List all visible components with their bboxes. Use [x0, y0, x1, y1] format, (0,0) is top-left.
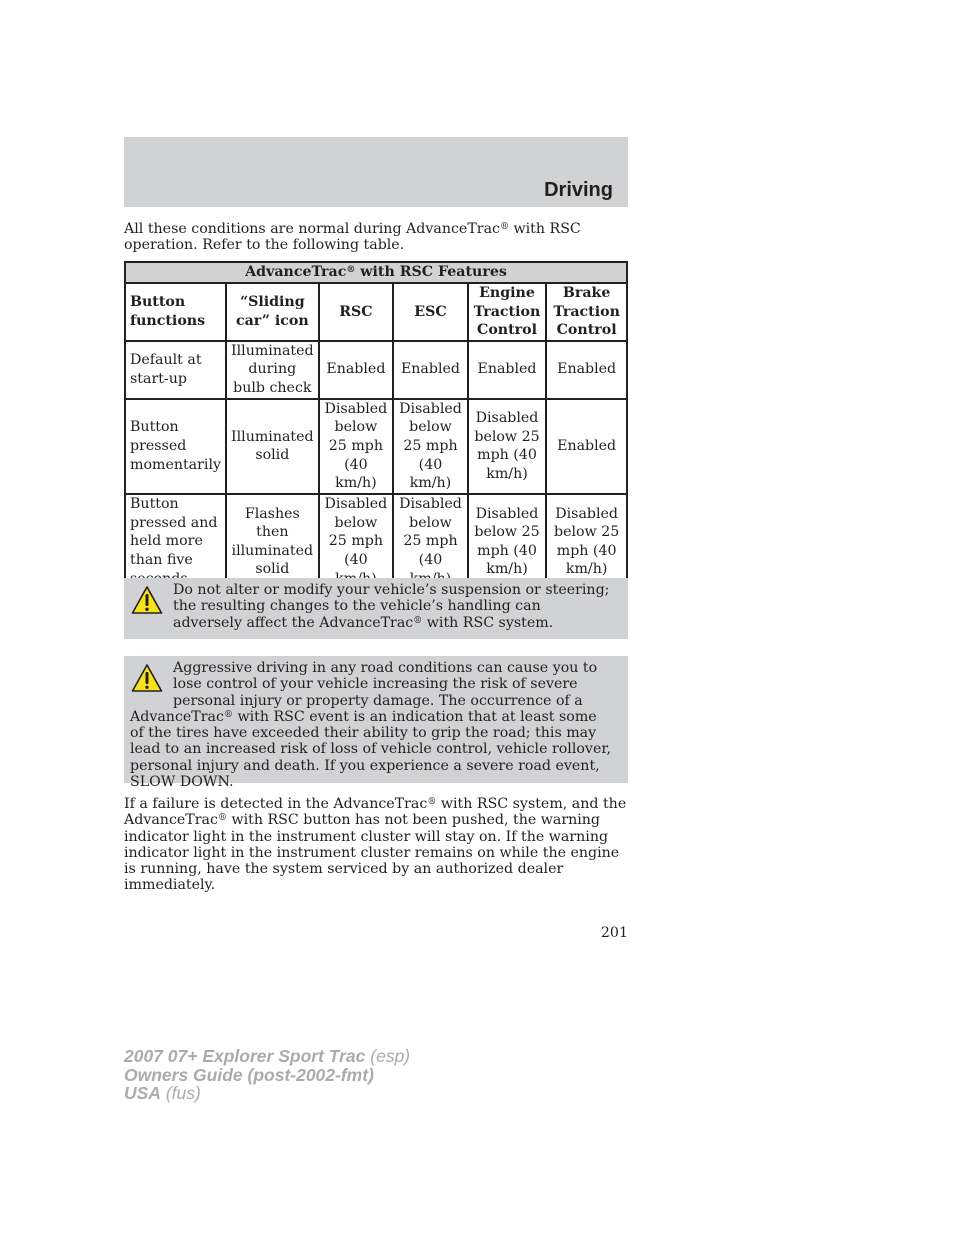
table-cell: Disabled below 25 mph (40 km/h)	[468, 494, 546, 590]
table-cell: Disabled below 25 mph (40	[393, 494, 468, 590]
warning-triangle-icon	[131, 663, 163, 693]
failure-paragraph: If a failure is detected in the AdvanceTrac® with RSC system, and the AdvanceTrac® with RSC button has not been pushed, the warning indicator light in the instrument cluster will stay on. If the warning indicator light in the instrument cluster remains on while the engine is running, have the system serviced by an authorized dealer immediately.	[124, 796, 627, 894]
column-header: Engine Traction Control	[468, 283, 546, 341]
table-title: AdvanceTrac® with RSC Features	[125, 262, 627, 283]
column-header: “Sliding car” icon	[226, 283, 319, 341]
table-cell: Illuminated solid	[226, 399, 319, 494]
table-cell: Enabled	[319, 341, 394, 399]
table-cell: Flashes then illuminated solid	[226, 494, 319, 590]
table-cell: Disabled below 25 mph (40	[319, 494, 394, 590]
table-cell: Enabled	[468, 341, 546, 399]
table-cell: Enabled	[393, 341, 468, 399]
warning-triangle-icon	[131, 585, 163, 615]
table-cell: Default at start-up	[125, 341, 226, 399]
footer-line: USA (fus)	[124, 1083, 201, 1103]
page-number: 201	[600, 925, 628, 941]
footer-line: Owners Guide (post-2002-fmt)	[124, 1064, 374, 1085]
table-row	[125, 399, 627, 494]
table-row	[125, 494, 627, 590]
document-footer	[124, 1047, 410, 1103]
table-cell: Enabled	[546, 399, 627, 494]
table-header-row	[125, 283, 627, 341]
table-cell: Illuminated during bulb check	[226, 341, 319, 399]
warning-box	[124, 656, 628, 791]
warning-text: Aggressive driving in any road conditions can cause you to lose control of your vehicle increasing the risk of severe personal injury or property damage. The occurrence of a AdvanceTrac® with RSC event is an indication that at least some of the tires have exceeded their ability to grip the road; this may lead to an increased risk of loss of vehicle control, vehicle rollover, personal injury and death. If you experience a severe road event, SLOW DOWN.	[130, 660, 612, 791]
intro-paragraph: All these conditions are normal during AdvanceTrac® with RSC operation. Refer to the following table.	[124, 221, 581, 254]
footer-line: 2007 07+ Explorer Sport Trac (esp)	[124, 1046, 411, 1066]
column-header: Brake Traction Control	[546, 283, 627, 341]
table-cell: Disabled below 25 mph (40 km/h)	[393, 399, 468, 494]
table-cell: Button pressed and held more than five	[125, 494, 226, 590]
table-cell: Enabled	[546, 341, 627, 399]
table-cell: Disabled below 25 mph (40 km/h)	[546, 494, 627, 590]
table-cell: Button pressed momentarily	[125, 399, 226, 494]
warning-box	[124, 578, 628, 639]
section-header-band	[124, 137, 628, 207]
table-row	[125, 341, 627, 399]
section-title: Driving	[544, 179, 613, 201]
table-cell: Disabled below 25 mph (40 km/h)	[319, 399, 394, 494]
table-cell: Disabled below 25 mph (40 km/h)	[468, 399, 546, 494]
column-header: RSC	[319, 283, 394, 341]
column-header: Button functions	[125, 283, 226, 341]
warning-text: Do not alter or modify your vehicle’s suspension or steering; the resulting changes to the vehicle’s handling can adversely affect the AdvanceTrac® with RSC system.	[173, 582, 610, 631]
features-table	[124, 261, 628, 591]
column-header: ESC	[393, 283, 468, 341]
